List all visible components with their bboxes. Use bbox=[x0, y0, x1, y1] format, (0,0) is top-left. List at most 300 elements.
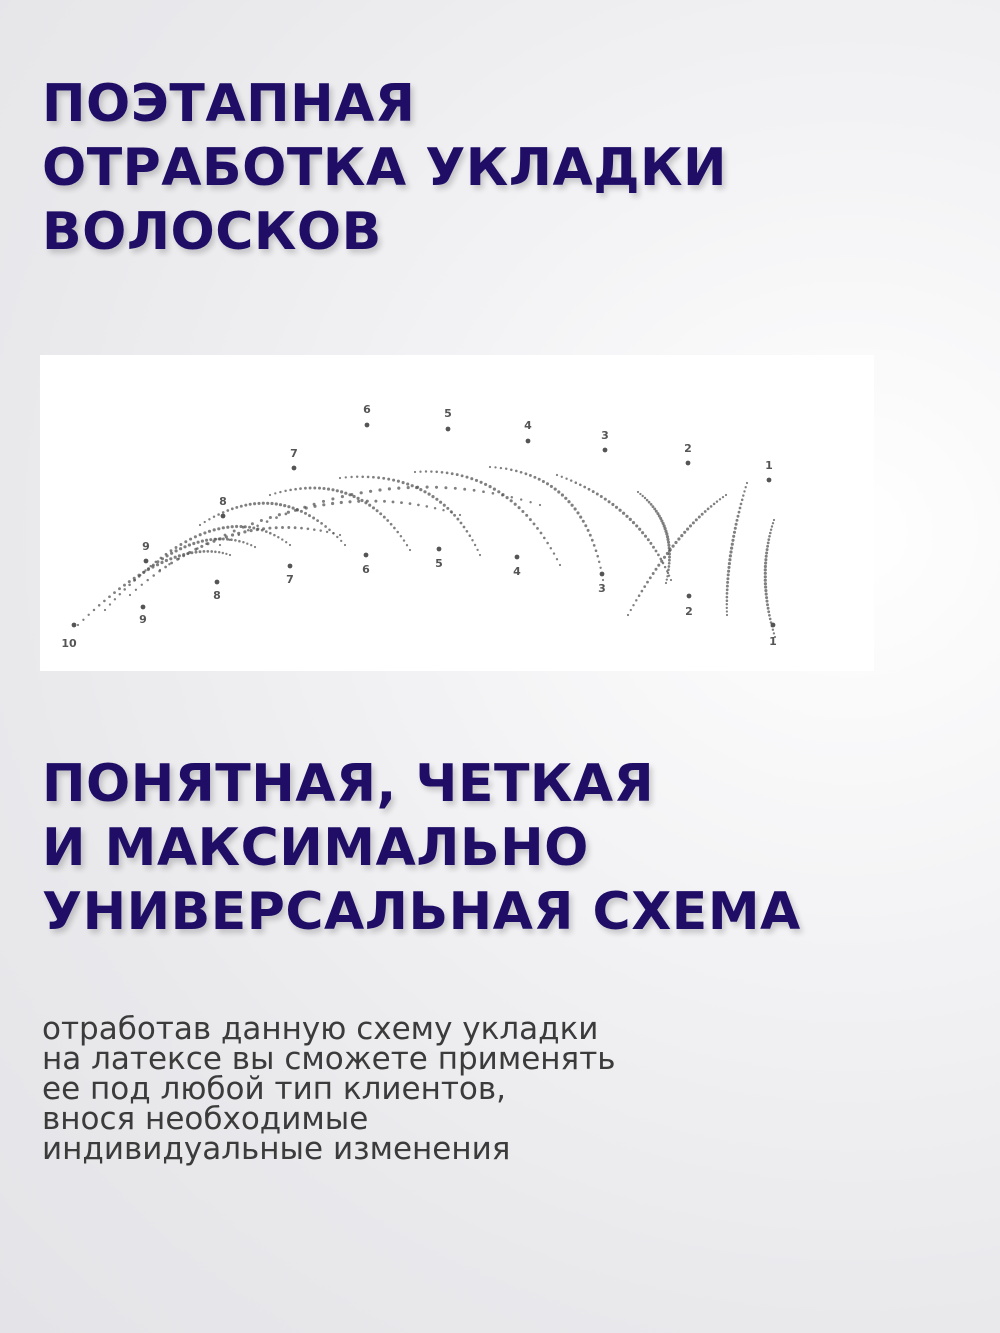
hair-stroke-dot bbox=[475, 479, 478, 482]
hair-stroke-dot bbox=[473, 489, 476, 492]
hair-stroke-dot bbox=[746, 482, 748, 484]
hair-stroke-dot bbox=[254, 546, 256, 548]
hair-stroke-dot bbox=[304, 487, 307, 490]
hair-stroke-dot bbox=[764, 562, 767, 565]
hair-stroke-dot bbox=[270, 502, 273, 505]
hair-stroke-dot bbox=[210, 550, 213, 553]
hair-stroke-dot bbox=[328, 529, 331, 532]
hair-stroke-dot bbox=[648, 501, 651, 504]
hair-stroke-dot bbox=[423, 490, 426, 493]
hair-stroke-dot bbox=[368, 504, 371, 507]
hair-stroke-dot bbox=[219, 544, 221, 546]
hair-stroke-dot bbox=[119, 593, 121, 595]
hair-stroke-dot bbox=[766, 600, 769, 603]
hair-stroke-dot bbox=[529, 501, 531, 503]
hair-stroke-dot bbox=[542, 480, 545, 483]
point-marker bbox=[687, 594, 692, 599]
hair-stroke-dot bbox=[735, 523, 738, 526]
hair-stroke-dot bbox=[576, 511, 579, 514]
hair-stroke-dot bbox=[292, 507, 295, 510]
hair-stroke-dot bbox=[657, 554, 660, 557]
hair-stroke-dot bbox=[641, 590, 644, 593]
hair-stroke-dot bbox=[726, 603, 728, 605]
bottom-label-6: 6 bbox=[362, 563, 370, 576]
hair-stroke-dot bbox=[727, 570, 730, 573]
hair-stroke-dot bbox=[598, 561, 600, 563]
hair-stroke-dot bbox=[587, 529, 590, 532]
hair-stroke-dot bbox=[331, 502, 334, 505]
hair-stroke-dot bbox=[287, 511, 290, 514]
hair-stroke-dot bbox=[471, 539, 473, 541]
hair-stroke-dot bbox=[109, 603, 111, 605]
hair-stroke-dot bbox=[344, 492, 347, 495]
hair-stroke-dot bbox=[461, 474, 464, 477]
description-text bbox=[42, 1011, 616, 1167]
hair-stroke-dot bbox=[281, 538, 283, 540]
hair-stroke-dot bbox=[570, 479, 572, 481]
hair-stroke-dot bbox=[308, 514, 311, 517]
hair-stroke-dot bbox=[729, 550, 732, 553]
hair-stroke-dot bbox=[564, 497, 567, 500]
hair-stroke-dot bbox=[765, 596, 768, 599]
hair-stroke-dot bbox=[692, 521, 695, 524]
hair-stroke-dot bbox=[632, 604, 634, 606]
bottom-labels bbox=[61, 557, 776, 650]
point-marker bbox=[72, 623, 77, 628]
hair-stroke-dot bbox=[378, 488, 381, 491]
hair-stroke-dot bbox=[480, 481, 483, 484]
hair-stroke-dot bbox=[129, 594, 131, 596]
hair-stroke-dot bbox=[189, 538, 192, 541]
hair-stroke-dot bbox=[469, 534, 472, 537]
hair-stroke-dot bbox=[265, 530, 268, 533]
hair-stroke-dot bbox=[561, 493, 564, 496]
hair-stroke-dot bbox=[719, 498, 721, 500]
hair-stroke-dot bbox=[726, 614, 728, 616]
bottom-label-8: 8 bbox=[213, 589, 221, 602]
hair-stroke-dot bbox=[764, 568, 767, 571]
hair-stroke-dot bbox=[203, 550, 206, 553]
hair-stroke-dot bbox=[559, 564, 561, 566]
hair-stroke-dot bbox=[667, 544, 670, 547]
hair-stroke-dot bbox=[764, 586, 767, 589]
hair-stroke-dot bbox=[567, 500, 570, 503]
hair-stroke-dot bbox=[474, 544, 476, 546]
hair-stroke-dot bbox=[242, 541, 244, 543]
hair-stroke-dot bbox=[668, 556, 671, 559]
hair-stroke-dot bbox=[728, 562, 731, 565]
hair-stroke-dot bbox=[372, 476, 375, 479]
hair-stroke-dot bbox=[208, 518, 210, 520]
hair-stroke-dot bbox=[639, 493, 641, 495]
hair-stroke-dot bbox=[770, 529, 772, 531]
hair-stroke-dot bbox=[596, 493, 599, 496]
hair-stroke-dot bbox=[377, 476, 380, 479]
bottom-label-5: 5 bbox=[435, 557, 443, 570]
hair-stroke-dot bbox=[506, 496, 509, 499]
hair-stroke-dot bbox=[738, 511, 741, 514]
hair-stroke-dot bbox=[184, 540, 187, 543]
hair-stroke-dot bbox=[539, 504, 541, 506]
hair-stroke-dot bbox=[514, 503, 517, 506]
hair-stroke-dot bbox=[743, 490, 745, 492]
hair-stroke-dot bbox=[231, 533, 234, 536]
hair-stroke-dot bbox=[739, 507, 742, 510]
hair-stroke-dot bbox=[251, 522, 254, 525]
hair-stroke-dot bbox=[710, 505, 713, 508]
point-marker bbox=[446, 427, 451, 432]
heading-top bbox=[42, 72, 727, 264]
hair-stroke-dot bbox=[668, 547, 671, 550]
hair-stroke-dot bbox=[638, 594, 641, 597]
heading-top-line-2: ОТРАБОТКА УКЛАДКИ bbox=[42, 138, 728, 198]
hair-stroke-dot bbox=[187, 552, 189, 554]
hair-stroke-dot bbox=[133, 577, 136, 580]
hair-stroke-dot bbox=[635, 524, 638, 527]
bottom-label-7: 7 bbox=[286, 573, 294, 586]
hair-stroke-dot bbox=[350, 476, 352, 478]
point-marker bbox=[144, 559, 149, 564]
hair-stroke-dot bbox=[666, 570, 668, 572]
top-label-2: 2 bbox=[684, 442, 692, 455]
hair-stroke-dot bbox=[589, 534, 592, 537]
hair-stroke-dot bbox=[666, 535, 669, 538]
point-marker bbox=[603, 448, 608, 453]
hair-stroke-dot bbox=[262, 502, 265, 505]
hair-stroke-dot bbox=[470, 477, 473, 480]
hair-stroke-dot bbox=[406, 544, 408, 546]
hair-stroke-dot bbox=[388, 487, 391, 490]
hair-stroke-dot bbox=[128, 583, 131, 586]
hair-stroke-dot bbox=[289, 544, 291, 546]
hair-stroke-dot bbox=[390, 523, 393, 526]
hair-stroke-dot bbox=[206, 550, 209, 553]
hair-stroke-dot bbox=[529, 474, 532, 477]
hair-stroke-dot bbox=[575, 481, 578, 484]
hair-stroke-dot bbox=[434, 507, 436, 509]
hair-stroke-dot bbox=[556, 558, 558, 560]
hair-stroke-dot bbox=[460, 522, 463, 525]
hair-stroke-dot bbox=[397, 480, 400, 483]
point-marker bbox=[515, 555, 520, 560]
hair-stroke-dot bbox=[497, 490, 500, 493]
hair-stroke-dot bbox=[250, 544, 252, 546]
hair-stroke-dot bbox=[493, 488, 496, 491]
hair-stroke-dot bbox=[400, 535, 402, 537]
hair-stroke-dot bbox=[619, 509, 622, 512]
hair-stroke-dot bbox=[128, 580, 131, 583]
bottom-label-10: 10 bbox=[61, 637, 77, 650]
hair-stroke-dot bbox=[165, 559, 168, 562]
hair-stroke-dot bbox=[435, 486, 438, 489]
hair-stroke-dot bbox=[520, 498, 522, 500]
hair-strokes bbox=[77, 466, 776, 638]
hair-stroke-dot bbox=[726, 610, 728, 612]
hair-stroke-dot bbox=[579, 483, 582, 486]
hair-stroke-dot bbox=[275, 502, 278, 505]
brow-hair-scheme-diagram bbox=[40, 355, 874, 671]
hair-stroke-dot bbox=[764, 582, 767, 585]
hair-stroke-dot bbox=[164, 566, 167, 569]
hair-stroke-dot bbox=[426, 505, 429, 508]
hair-stroke-dot bbox=[629, 518, 632, 521]
hair-stroke-dot bbox=[340, 540, 342, 542]
hair-stroke-dot bbox=[77, 624, 79, 626]
hair-stroke-dot bbox=[579, 516, 582, 519]
hair-stroke-dot bbox=[309, 487, 312, 490]
hair-stroke-dot bbox=[357, 500, 360, 503]
hair-stroke-dot bbox=[727, 566, 730, 569]
point-marker bbox=[292, 466, 297, 471]
hair-stroke-dot bbox=[168, 563, 170, 565]
hair-stroke-dot bbox=[93, 609, 95, 611]
hair-stroke-dot bbox=[764, 589, 767, 592]
hair-stroke-dot bbox=[183, 545, 186, 548]
hair-stroke-dot bbox=[249, 503, 252, 506]
hair-stroke-dot bbox=[281, 526, 284, 529]
hair-stroke-dot bbox=[668, 565, 671, 568]
hair-stroke-dot bbox=[409, 502, 412, 505]
hair-stroke-dot bbox=[443, 504, 446, 507]
hair-stroke-dot bbox=[151, 565, 154, 568]
point-marker bbox=[221, 514, 226, 519]
heading-top-line-3: ВОЛОСКОВ bbox=[42, 202, 382, 262]
hair-stroke-dot bbox=[479, 554, 481, 556]
hair-stroke-dot bbox=[322, 500, 325, 503]
hair-stroke-dot bbox=[233, 530, 236, 533]
hair-stroke-dot bbox=[269, 532, 272, 535]
hair-stroke-dot bbox=[773, 519, 775, 521]
hair-stroke-dot bbox=[357, 497, 360, 500]
description-line-3: ее под любой тип клиентов, bbox=[42, 1071, 507, 1107]
hair-stroke-dot bbox=[113, 591, 116, 594]
hair-stroke-dot bbox=[174, 556, 177, 559]
hair-stroke-dot bbox=[339, 477, 341, 479]
hair-stroke-dot bbox=[331, 488, 334, 491]
point-marker bbox=[771, 623, 776, 628]
hair-stroke-dot bbox=[453, 514, 456, 517]
hair-stroke-dot bbox=[146, 579, 148, 581]
hair-stroke-dot bbox=[698, 516, 701, 519]
hair-stroke-dot bbox=[201, 540, 204, 543]
hair-stroke-dot bbox=[156, 560, 159, 563]
hair-stroke-dot bbox=[643, 585, 646, 588]
hair-stroke-dot bbox=[764, 579, 767, 582]
hair-stroke-dot bbox=[300, 510, 303, 513]
hair-stroke-dot bbox=[646, 581, 649, 584]
hair-stroke-dot bbox=[446, 472, 449, 475]
hair-stroke-dot bbox=[269, 516, 272, 519]
hair-stroke-dot bbox=[764, 575, 767, 578]
heading-bottom-line-2: И МАКСИМАЛЬНО bbox=[42, 818, 589, 878]
hair-stroke-dot bbox=[386, 519, 389, 522]
hair-stroke-dot bbox=[326, 531, 328, 533]
hair-stroke-dot bbox=[400, 501, 403, 504]
hair-stroke-dot bbox=[630, 609, 632, 611]
hair-stroke-dot bbox=[550, 485, 553, 488]
hair-stroke-dot bbox=[666, 538, 669, 541]
hair-stroke-dot bbox=[731, 543, 734, 546]
hair-stroke-dot bbox=[664, 566, 666, 568]
hair-stroke-dot bbox=[313, 487, 316, 490]
hair-stroke-dot bbox=[550, 547, 552, 549]
hair-stroke-dot bbox=[294, 526, 297, 529]
hair-stroke-dot bbox=[294, 488, 297, 491]
hair-stroke-dot bbox=[118, 587, 121, 590]
hair-stroke-dot bbox=[489, 466, 491, 468]
hair-stroke-dot bbox=[327, 488, 330, 491]
hair-stroke-dot bbox=[407, 486, 410, 489]
hair-stroke-dot bbox=[252, 527, 255, 530]
hair-stroke-dot bbox=[650, 503, 653, 506]
hair-stroke-dot bbox=[250, 529, 253, 532]
hair-stroke-dot bbox=[214, 551, 217, 554]
hair-stroke-dot bbox=[287, 505, 290, 508]
hair-stroke-dot bbox=[435, 498, 438, 501]
hair-stroke-dot bbox=[726, 607, 728, 609]
hair-stroke-dot bbox=[602, 579, 604, 581]
hair-stroke-dot bbox=[680, 534, 683, 537]
hair-stroke-dot bbox=[369, 490, 372, 493]
hair-stroke-dot bbox=[625, 515, 628, 518]
hair-stroke-dot bbox=[554, 488, 557, 491]
hair-stroke-dot bbox=[199, 533, 202, 536]
hair-stroke-dot bbox=[160, 561, 163, 564]
hair-stroke-dot bbox=[242, 526, 245, 529]
hair-stroke-dot bbox=[622, 512, 625, 515]
hair-stroke-dot bbox=[324, 525, 327, 528]
hair-stroke-dot bbox=[279, 503, 282, 506]
hair-stroke-dot bbox=[525, 472, 528, 475]
point-markers bbox=[72, 423, 776, 628]
hair-stroke-dot bbox=[200, 545, 203, 548]
hair-stroke-dot bbox=[441, 471, 444, 474]
hair-stroke-dot bbox=[179, 543, 182, 546]
hair-stroke-dot bbox=[417, 504, 420, 507]
hair-stroke-dot bbox=[175, 546, 178, 549]
hair-stroke-dot bbox=[451, 472, 454, 475]
hair-stroke-dot bbox=[396, 531, 399, 534]
hair-stroke-dot bbox=[659, 558, 662, 561]
hair-stroke-dot bbox=[269, 494, 271, 496]
hair-stroke-dot bbox=[543, 537, 546, 540]
hair-stroke-dot bbox=[765, 555, 768, 558]
hair-stroke-dot bbox=[745, 486, 747, 488]
hair-stroke-dot bbox=[736, 519, 739, 522]
hair-stroke-dot bbox=[726, 581, 729, 584]
hair-stroke-dot bbox=[430, 470, 432, 472]
hair-stroke-dot bbox=[611, 503, 614, 506]
hair-stroke-dot bbox=[178, 558, 180, 560]
hair-stroke-dot bbox=[766, 548, 769, 551]
hair-stroke-dot bbox=[769, 618, 772, 621]
hair-stroke-dot bbox=[683, 531, 686, 534]
hair-stroke-dot bbox=[649, 576, 652, 579]
hair-stroke-dot bbox=[596, 555, 599, 558]
hair-stroke-dot bbox=[649, 542, 652, 545]
hair-stroke-dot bbox=[248, 526, 251, 529]
hair-stroke-dot bbox=[274, 492, 276, 494]
hair-stroke-dot bbox=[501, 494, 504, 497]
hair-stroke-dot bbox=[196, 547, 199, 550]
hair-stroke-dot bbox=[257, 502, 260, 505]
description-line-4: внося необходимые bbox=[42, 1101, 369, 1137]
hair-stroke-dot bbox=[218, 551, 220, 553]
hair-stroke-dot bbox=[668, 553, 671, 556]
hair-stroke-dot bbox=[729, 554, 732, 557]
hair-stroke-dot bbox=[727, 573, 730, 576]
hair-stroke-dot bbox=[379, 512, 382, 515]
hair-stroke-dot bbox=[713, 503, 716, 506]
hair-stroke-dot bbox=[722, 496, 724, 498]
hair-stroke-dot bbox=[463, 526, 466, 529]
hair-stroke-dot bbox=[666, 578, 668, 580]
hair-stroke-dot bbox=[175, 549, 178, 552]
heading-bottom bbox=[42, 752, 801, 944]
hair-stroke-dot bbox=[361, 476, 364, 479]
hair-stroke-dot bbox=[557, 490, 560, 493]
hair-stroke-dot bbox=[414, 471, 416, 473]
hair-stroke-dot bbox=[583, 486, 586, 489]
hair-stroke-dot bbox=[419, 471, 421, 473]
hair-stroke-dot bbox=[331, 497, 334, 500]
hair-stroke-dot bbox=[428, 493, 431, 496]
hair-stroke-dot bbox=[689, 524, 692, 527]
hair-stroke-dot bbox=[170, 562, 173, 565]
hair-stroke-dot bbox=[318, 487, 321, 490]
hair-stroke-dot bbox=[199, 524, 201, 526]
hair-stroke-dot bbox=[409, 549, 411, 551]
hair-stroke-dot bbox=[397, 487, 400, 490]
hair-stroke-dot bbox=[170, 552, 173, 555]
hair-stroke-dot bbox=[525, 514, 528, 517]
hair-stroke-dot bbox=[686, 528, 689, 531]
hair-stroke-dot bbox=[123, 584, 126, 587]
hair-stroke-dot bbox=[772, 629, 774, 631]
bottom-label-9: 9 bbox=[139, 613, 147, 626]
hair-stroke-dot bbox=[668, 550, 671, 553]
hair-stroke-dot bbox=[197, 541, 200, 544]
hair-stroke-dot bbox=[510, 499, 513, 502]
hair-stroke-dot bbox=[234, 539, 237, 542]
hair-stroke-dot bbox=[672, 545, 675, 548]
hair-stroke-dot bbox=[283, 504, 286, 507]
hair-stroke-dot bbox=[742, 494, 744, 496]
hair-stroke-dot bbox=[313, 528, 316, 531]
hair-stroke-dot bbox=[520, 471, 523, 474]
hair-stroke-dot bbox=[584, 524, 587, 527]
hair-stroke-dot bbox=[238, 534, 240, 536]
hair-stroke-dot bbox=[256, 525, 259, 528]
hair-stroke-dot bbox=[588, 488, 591, 491]
hair-stroke-dot bbox=[313, 503, 316, 506]
top-label-5: 5 bbox=[444, 407, 452, 420]
hair-stroke-dot bbox=[231, 525, 234, 528]
hair-stroke-dot bbox=[772, 522, 774, 524]
hair-stroke-dot bbox=[192, 542, 195, 545]
hair-stroke-dot bbox=[300, 527, 303, 530]
hair-stroke-dot bbox=[632, 521, 635, 524]
hair-stroke-dot bbox=[226, 526, 229, 529]
hair-stroke-dot bbox=[268, 527, 271, 530]
hair-stroke-dot bbox=[260, 519, 263, 522]
hair-stroke-dot bbox=[591, 539, 594, 542]
hair-stroke-dot bbox=[574, 507, 577, 510]
bottom-label-3: 3 bbox=[598, 582, 606, 595]
hair-stroke-dot bbox=[489, 485, 492, 488]
hair-stroke-dot bbox=[466, 530, 469, 533]
hair-stroke-dot bbox=[152, 574, 155, 577]
